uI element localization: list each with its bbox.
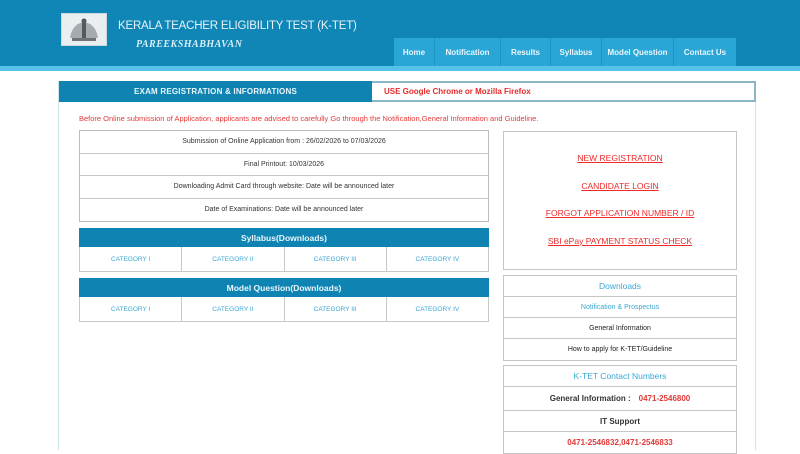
it-support-numbers: 0471-2546832,0471-2546833 — [567, 438, 673, 447]
syllabus-category-4-link[interactable]: CATEGORY IV — [415, 255, 460, 263]
model-question-category-2-link[interactable]: CATEGORY II — [182, 297, 284, 321]
syllabus-category-2-link[interactable]: CATEGORY II — [182, 247, 284, 271]
registration-links-box — [503, 131, 737, 270]
general-info-number: 0471-2546800 — [638, 394, 691, 403]
new-registration-link[interactable]: NEW REGISTRATION — [577, 153, 663, 163]
general-info-contact-row — [504, 387, 736, 411]
main-panel — [58, 81, 756, 450]
nav-syllabus[interactable]: Syllabus — [551, 38, 602, 67]
schedule-row-admit-card: Downloading Admit Card through website: Date will be announced later — [80, 176, 488, 199]
contacts-table — [503, 365, 737, 454]
forgot-application-number-link[interactable]: FORGOT APPLICATION NUMBER / ID — [545, 208, 695, 218]
nav-home[interactable]: Home — [394, 38, 435, 67]
schedule-row-exam-date: Date of Examinations: Date will be announced later — [204, 206, 364, 214]
general-information-link[interactable]: General Information — [504, 318, 736, 339]
schedule-row-submission: Submission of Online Application from : 26/02/2026 to 07/03/2026 — [80, 131, 488, 154]
browser-notice: USE Google Chrome or Mozilla Firefox — [372, 81, 756, 102]
advisory-text: Before Online submission of Application, applicants are advised to carefully Go through the Notification,General Information and Guideline. — [79, 114, 539, 123]
syllabus-category-3-link[interactable]: CATEGORY III — [285, 247, 387, 271]
model-question-category-4-link[interactable]: CATEGORY IV — [415, 305, 460, 313]
schedule-table — [79, 130, 489, 222]
it-support-label: IT Support — [600, 416, 640, 426]
site-title: KERALA TEACHER ELIGIBILITY TEST (K-TET) — [118, 20, 357, 32]
header-divider — [0, 66, 800, 71]
nav-notification[interactable]: Notification — [435, 38, 501, 67]
site-subtitle: PAREEKSHABHAVAN — [136, 39, 243, 50]
tab-exam-registration[interactable]: EXAM REGISTRATION & INFORMATIONS — [59, 81, 372, 102]
model-question-header: Model Question(Downloads) — [79, 278, 489, 297]
site-header — [0, 0, 800, 68]
downloads-header: Downloads — [504, 276, 736, 297]
downloads-table — [503, 275, 737, 361]
kerala-emblem-icon — [61, 13, 107, 46]
nav-model-question[interactable]: Model Question — [602, 38, 674, 67]
syllabus-category-1-link[interactable]: CATEGORY I — [80, 247, 182, 271]
candidate-login-link[interactable]: CANDIDATE LOGIN — [581, 180, 659, 191]
notification-prospectus-link[interactable]: Notification & Prospectus — [504, 297, 736, 318]
syllabus-downloads — [79, 228, 489, 272]
contacts-header: K-TET Contact Numbers — [504, 366, 736, 387]
main-nav — [394, 38, 736, 67]
nav-contact-us[interactable]: Contact Us — [674, 38, 736, 67]
sbi-epay-status-link[interactable]: SBI ePay PAYMENT STATUS CHECK — [547, 235, 693, 246]
tab-bar — [59, 81, 756, 102]
general-info-label: General Information : — [549, 394, 631, 403]
nav-results[interactable]: Results — [501, 38, 551, 67]
model-question-category-1-link[interactable]: CATEGORY I — [80, 297, 182, 321]
syllabus-header: Syllabus(Downloads) — [79, 228, 489, 247]
schedule-row-printout: Final Printout: 10/03/2026 — [80, 154, 488, 177]
model-question-category-3-link[interactable]: CATEGORY III — [285, 297, 387, 321]
how-to-apply-link[interactable]: How to apply for K-TET/Guideline — [567, 346, 673, 353]
model-question-downloads — [79, 278, 489, 322]
it-support-row — [504, 411, 736, 432]
